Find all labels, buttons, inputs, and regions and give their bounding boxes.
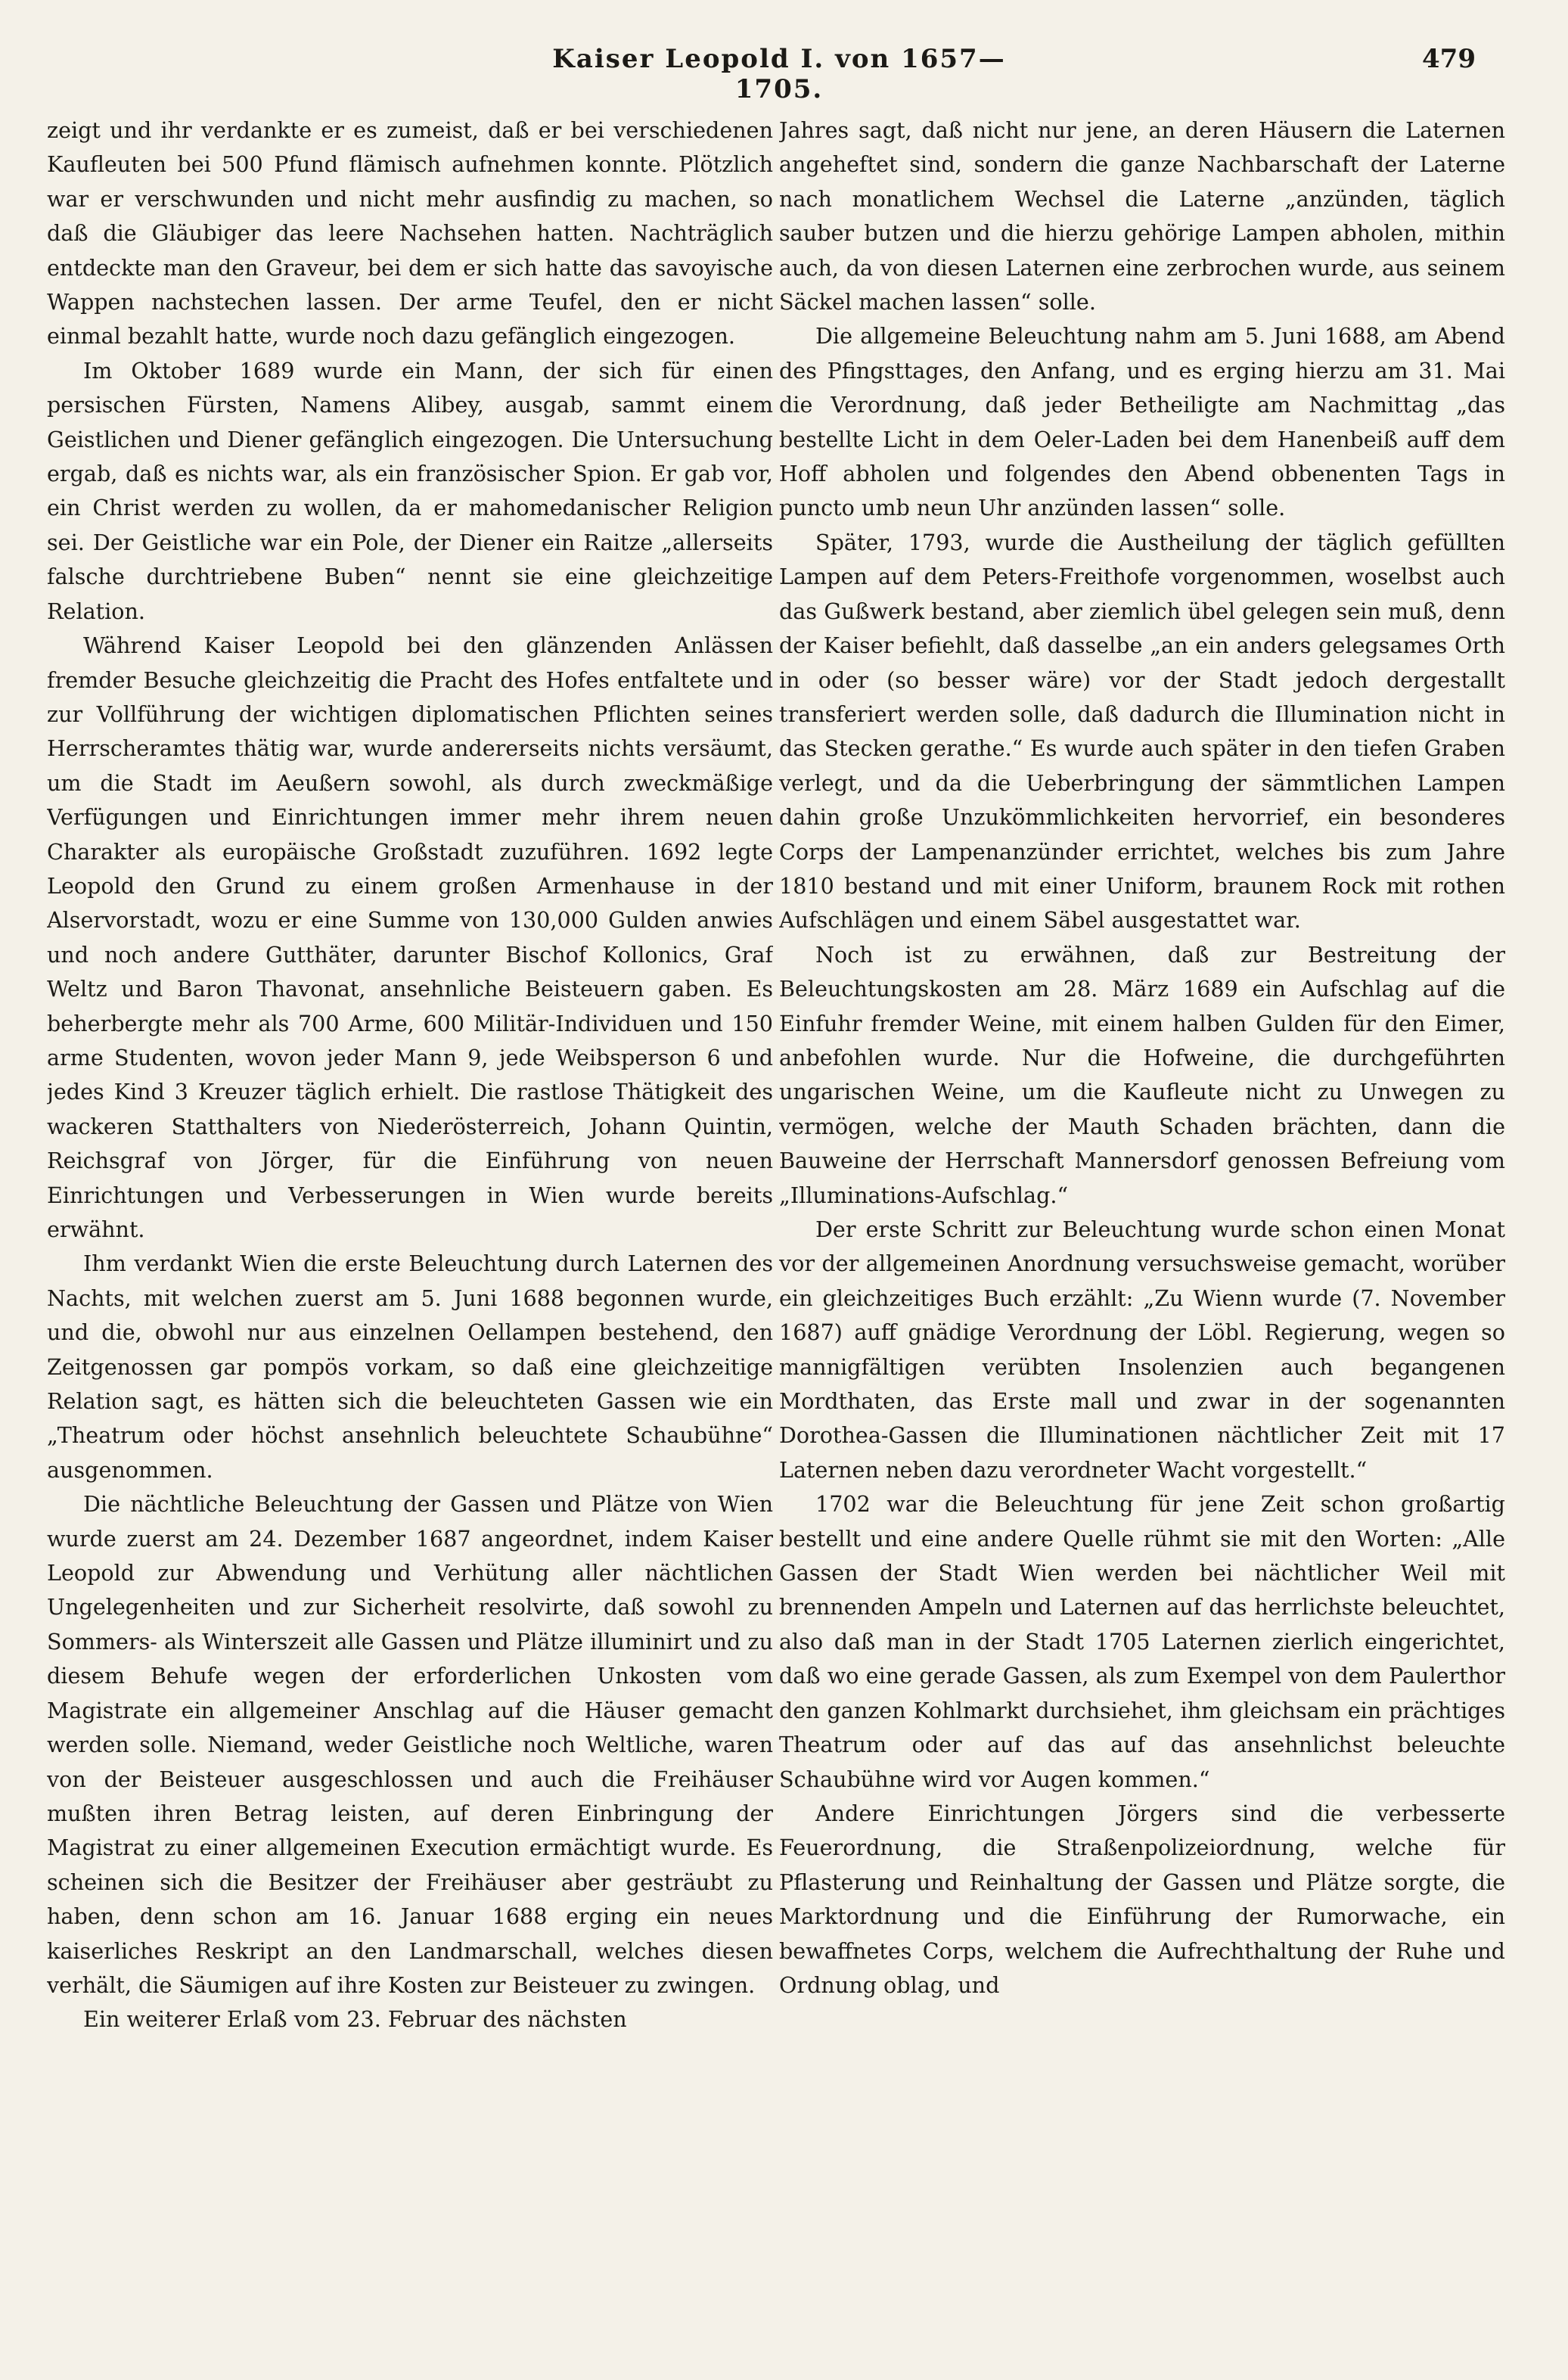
paragraph: Während Kaiser Leopold bei den glänzenden Anlässen fremder Besuche gleichzeitig die Pracht des Hofes entfaltete und zur Vollführung der wichtigen diplomatischen Pflichten seines Herrscheramtes thätig war, wurde andererseits nichts versäumt, um die Stadt im Aeußern sowohl, als durch zweckmäßige Verfügungen und Einrichtungen immer mehr ihrem neuen Charakter als europäische Großstadt zuzuführen. 1692 legte Leopold den Grund zu einem großen Armenhause in der Alservorstadt, wozu er eine Summe von 130,000 Gulden anwies und noch andere Gutthäter, darunter Bischof Kollonics, Graf Weltz und Baron Thavonat, ansehnliche Beisteuern gaben. Es beherbergte mehr als 700 Arme, 600 Militär-Individuen und 150 arme Studenten, wovon jeder Mann 9, jede Weibsperson 6 und jedes Kind 3 Kreuzer täglich erhielt. Die rastlose Thätigkeit des wackeren Statthalters von Niederösterreich, Johann Quintin, Reichsgraf von Jörger, für die Einführung von neuen Einrichtungen und Verbesserungen in Wien wurde bereits erwähnt. [47,632,773,1242]
page-number: 479 [1422,44,1476,74]
paragraph: zeigt und ihr verdankte er es zumeist, daß er bei verschiedenen Kaufleuten bei 500 Pfund flämisch aufnehmen konnte. Plötzlich war er verschwunden und nicht mehr ausfindig zu machen, so daß die Gläubiger das leere Nachsehen hatten. Nachträglich entdeckte man den Graveur, bei dem er sich hatte das savoyische Wappen nachstechen lassen. Der arme Teufel, den er nicht einmal bezahlt hatte, wurde noch dazu gefänglich eingezogen. [47,117,773,350]
paragraph: 1702 war die Beleuchtung für jene Zeit schon großartig bestellt und eine andere Quelle rühmt sie mit den Worten: „Alle Gassen der Stadt Wien werden bei nächtlicher Weil mit brennenden Ampeln und Laternen auf das herrlichste beleuchtet, also daß man in der Stadt 1705 Laternen zierlich eingerichtet, daß wo eine gerade Gassen, als zum Exempel von dem Paulerthor den ganzen Kohlmarkt durchsiehet, ihm gleichsam ein prächtiges Theatrum oder auf das auf das ansehnlichst beleuchte Schaubühne wird vor Augen kommen.“ [779,1491,1505,1792]
right-column [779,113,1505,2368]
paragraph: Noch ist zu erwähnen, daß zur Bestreitung der Beleuchtungskosten am 28. März 1689 ein Aufschlag auf die Einfuhr fremder Weine, mit einem halben Gulden für den Eimer, anbefohlen wurde. Nur die Hofweine, die durchgeführten ungarischen Weine, um die Kaufleute nicht zu Unwegen zu vermögen, welche der Mauth Schaden brächten, dann die Bauweine der Herrschaft Mannersdorf genossen Befreiung vom „Illuminations-Aufschlag.“ [779,941,1505,1208]
paragraph: Im Oktober 1689 wurde ein Mann, der sich für einen persischen Fürsten, Namens Alibey, ausgab, sammt einem Geistlichen und Diener gefänglich eingezogen. Die Untersuchung ergab, daß es nichts war, als ein französischer Spion. Er gab vor, ein Christ werden zu wollen, da er mahomedanischer Religion sei. Der Geistliche war ein Pole, der Diener ein Raitze „allerseits falsche durchtriebene Buben“ nennt sie eine gleichzeitige Relation. [47,357,773,624]
paragraph: Später, 1793, wurde die Austheilung der täglich gefüllten Lampen auf dem Peters-Freithofe vorgenommen, woselbst auch das Gußwerk bestand, aber ziemlich übel gelegen sein muß, denn der Kaiser befiehlt, daß dasselbe „an ein anders gelegsames Orth in oder (so besser wäre) vor der Stadt jedoch dergestallt transferiert werden solle, daß dadurch die Illumination nicht in das Stecken gerathe.“ Es wurde auch später in den tiefen Graben verlegt, und da die Ueberbringung der sämmtlichen Lampen dahin große Unzukömmlichkeiten hervorrief, ein besonderes Corps der Lampenanzünder errichtet, welches bis zum Jahre 1810 bestand und mit einer Uniform, braunem Rock mit rothen Aufschlägen und einem Säbel ausgestattet war. [779,529,1505,934]
paragraph: Die nächtliche Beleuchtung der Gassen und Plätze von Wien wurde zuerst am 24. Dezember 1687 angeordnet, indem Kaiser Leopold zur Abwendung und Verhütung aller nächtlichen Ungelegenheiten und zur Sicherheit resolvirte, daß sowohl zu Sommers- als Winterszeit alle Gassen und Plätze illuminirt und zu diesem Behufe wegen der erforderlichen Unkosten vom Magistrate ein allgemeiner Anschlag auf die Häuser gemacht werden solle. Niemand, weder Geistliche noch Weltliche, waren von der Beisteuer ausgeschlossen und auch die Freihäuser mußten ihren Betrag leisten, auf deren Einbringung der Magistrat zu einer allgemeinen Execution ermächtigt wurde. Es scheinen sich die Besitzer der Freihäuser aber gesträubt zu haben, denn schon am 16. Januar 1688 erging ein neues kaiserliches Reskript an den Landmarschall, welches diesen verhält, die Säumigen auf ihre Kosten zur Beisteuer zu zwingen. [47,1491,773,1998]
paragraph: Ein weiterer Erlaß vom 23. Februar des nächsten [83,2006,627,2033]
left-column [47,113,773,2368]
paragraph: Die allgemeine Beleuchtung nahm am 5. Juni 1688, am Abend des Pfingsttages, den Anfang, und es erging hierzu am 31. Mai die Verordnung, daß jeder Betheiligte am Nachmittag „das bestellte Licht in dem Oeler-Laden bei dem Hanenbeiß auff dem Hoff abholen und folgendes den Abend obbenenten Tags in puncto umb neun Uhr anzünden lassen“ solle. [779,323,1505,521]
paragraph: Andere Einrichtungen Jörgers sind die verbesserte Feuerordnung, die Straßenpolizeiordnung, welche für Pflasterung und Reinhaltung der Gassen und Plätze sorgte, die Marktordnung und die Einführung der Rumorwache, ein bewaffnetes Corps, welchem die Aufrechthaltung der Ruhe und Ordnung oblag, und [779,1800,1505,1998]
paragraph: Ihm verdankt Wien die erste Beleuchtung durch Laternen des Nachts, mit welchen zuerst am 5. Juni 1688 begonnen wurde, und die, obwohl nur aus einzelnen Oellampen bestehend, den Zeitgenossen gar pompös vorkam, so daß eine gleichzeitige Relation sagt, es hätten sich die beleuchteten Gassen wie ein „Theatrum oder höchst ansehnlich beleuchtete Schaubühne“ ausgenommen. [47,1251,773,1483]
paragraph: Jahres sagt, daß nicht nur jene, an deren Häusern die Laternen angeheftet sind, sondern die ganze Nachbarschaft der Laterne nach monatlichem Wechsel die Laterne „anzünden, täglich sauber butzen und die hierzu gehörige Lampen abholen, mithin auch, da von diesen Laternen eine zerbrochen wurde, aus seinem Säckel machen lassen“ solle. [779,117,1505,315]
paragraph: Der erste Schritt zur Beleuchtung wurde schon einen Monat vor der allgemeinen Anordnung versuchsweise gemacht, worüber ein gleichzeitiges Buch erzählt: „Zu Wienn wurde (7. November 1687) auff gnädige Verordnung der Löbl. Regierung, wegen so mannigfältigen verübten Insolenzien auch begangenen Mordthaten, das Erste mall und zwar in der sogenannten Dorothea-Gassen die Illuminationen nächtlicher Zeit mit 17 Laternen neben dazu verordneter Wacht vorgestellt.“ [779,1216,1505,1483]
running-head: Kaiser Leopold I. von 1657—1705. [552,44,1006,104]
